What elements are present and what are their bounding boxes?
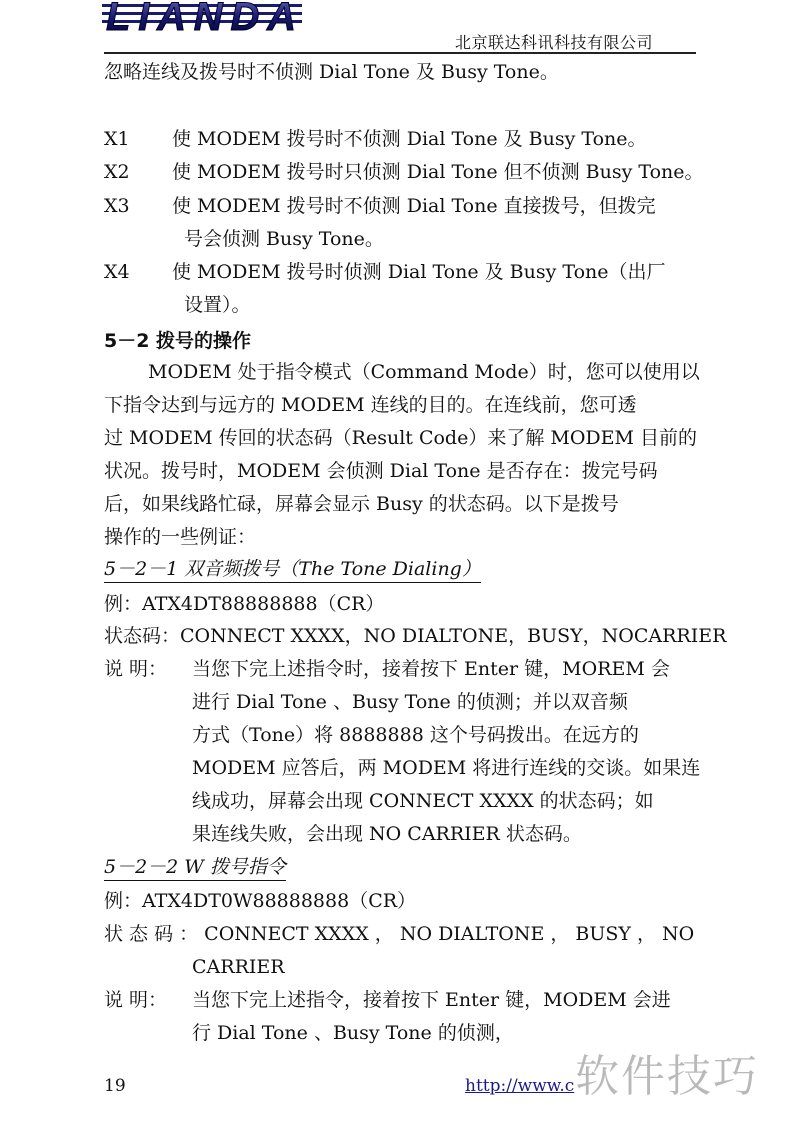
text-line: 果连线失败，会出现 NO CARRIER 状态码。	[192, 823, 582, 845]
text-line: MODEM 处于指令模式（Command Mode）时，您可以使用以	[148, 361, 700, 383]
company-name: 北京联达科讯科技有限公司	[455, 33, 654, 52]
text-line: 使 MODEM 拨号时不侦测 Dial Tone 及 Busy Tone。	[172, 128, 647, 150]
text-line: 当您下完上述指令时，接着按下 Enter 键，MOREM 会	[192, 658, 670, 680]
label: 说 明：	[104, 658, 168, 680]
subsection-heading: 5－2－2 W 拨号指令	[104, 855, 286, 881]
text-line: 例：ATX4DT0W88888888（CR）	[104, 890, 417, 912]
section-heading: 5－2 拨号的操作	[104, 330, 252, 352]
text-line: 使 MODEM 拨号时侦测 Dial Tone 及 Busy Tone（出厂	[172, 261, 666, 283]
subsection-heading: 5－2－1 双音频拨号（The Tone Dialing）	[104, 557, 481, 583]
label: 说 明：	[104, 989, 168, 1011]
text-line: 线成功，屏幕会出现 CONNECT XXXX 的状态码；如	[192, 790, 654, 812]
text-line: 后，如果线路忙碌，屏幕会显示 Busy 的状态码。以下是拨号	[104, 493, 619, 515]
item-number: X4	[104, 261, 130, 283]
text-line: CARRIER	[192, 956, 285, 978]
text-line: 号会侦测 Busy Tone。	[184, 228, 384, 250]
svg-text:LIANDA: LIANDA	[106, 0, 296, 39]
text-line: 例：ATX4DT88888888（CR）	[104, 593, 385, 615]
item-number: X3	[104, 195, 130, 217]
text-line: 方式（Tone）将 8888888 这个号码拨出。在远方的	[192, 724, 639, 746]
text-line: 设置）。	[184, 294, 251, 316]
text-line: 状态码：CONNECT XXXX，NO DIALTONE，BUSY，NOCARRIER	[104, 625, 727, 647]
lianda-logo	[102, 0, 302, 40]
text-line: 行 Dial Tone 、Busy Tone 的侦测，	[192, 1022, 514, 1044]
text-line: MODEM 应答后，两 MODEM 将进行连线的交谈。如果连	[192, 757, 701, 779]
text-line: 过 MODEM 传回的状态码（Result Code）来了解 MODEM 目前的	[104, 427, 698, 449]
footer-link[interactable]: http://www.c	[465, 1076, 575, 1096]
text-line: 状况。拨号时，MODEM 会侦测 Dial Tone 是否存在：拨完号码	[104, 460, 658, 482]
item-number: X1	[104, 128, 130, 150]
header-rule	[104, 52, 696, 54]
text-line: 使 MODEM 拨号时只侦测 Dial Tone 但不侦测 Busy Tone。	[172, 161, 704, 183]
watermark: 软件技巧	[575, 1051, 759, 1102]
text-line: 忽略连线及拨号时不侦测 Dial Tone 及 Busy Tone。	[104, 61, 559, 83]
text-line: 下指令达到与远方的 MODEM 连线的目的。在连线前，您可透	[104, 394, 637, 416]
text-line: 当您下完上述指令，接着按下 Enter 键，MODEM 会进	[192, 989, 671, 1011]
page-number: 19	[104, 1076, 126, 1096]
text-line: 进行 Dial Tone 、Busy Tone 的侦测；并以双音频	[192, 691, 628, 713]
text-line: 使 MODEM 拨号时不侦测 Dial Tone 直接拨号，但拨完	[172, 195, 656, 217]
text-line: 状 态 码 ： CONNECT XXXX ， NO DIALTONE ， BUSY ， NO	[104, 923, 695, 945]
text-line: 操作的一些例证：	[104, 526, 257, 548]
item-number: X2	[104, 161, 130, 183]
